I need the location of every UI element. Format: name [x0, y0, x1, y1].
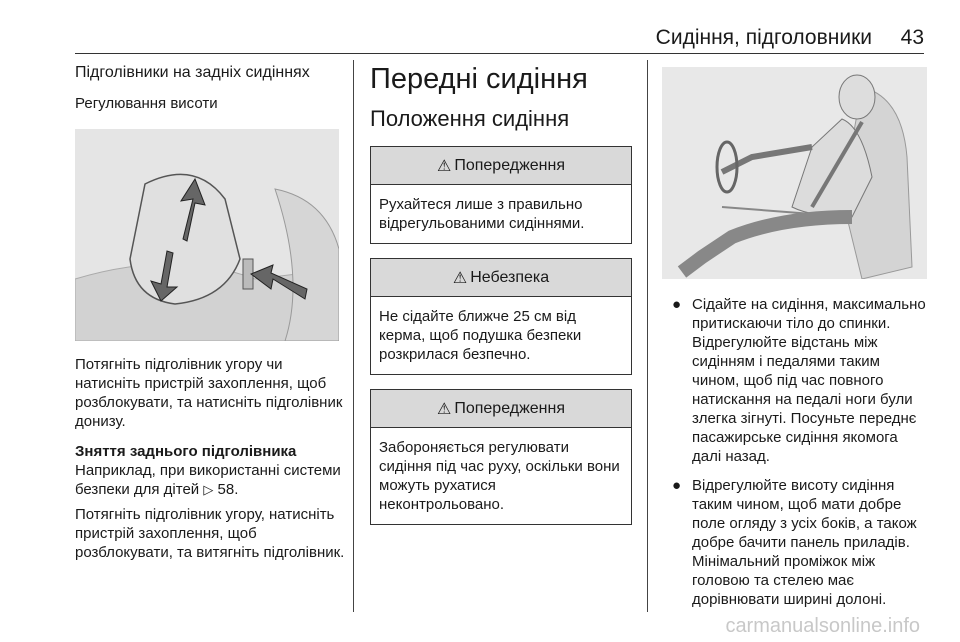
warning-triangle-icon: ⚠ — [436, 157, 452, 175]
warning-triangle-icon: ⚠ — [436, 400, 452, 418]
left-column — [75, 62, 345, 562]
warning-box-1-title: Попередження — [454, 156, 566, 174]
removal-steps-text: Потягніть підголівник угору, натисніть пристрій захоплення, щоб розблокувати, та витягніть підголівник. — [75, 506, 345, 561]
front-seats-heading: Передні сидіння — [370, 63, 588, 95]
warning-box-2-title: Попередження — [454, 399, 566, 417]
removal-heading: Зняття заднього підголівника — [75, 443, 297, 460]
right-column — [662, 62, 927, 609]
warning-triangle-icon: ⚠ — [452, 269, 468, 287]
bullet-icon: ● — [672, 477, 682, 494]
column-divider-2 — [647, 60, 648, 612]
page-reference-link[interactable]: 58. — [217, 481, 239, 498]
danger-box — [370, 258, 632, 375]
height-adjust-heading: Регулювання висоти — [75, 95, 218, 112]
danger-box-text: Не сідайте ближче 25 см від керма, щоб подушка безпеки розкрилася безпечно. — [379, 308, 582, 363]
column-divider-1 — [353, 60, 354, 612]
headrest-drawing — [75, 129, 339, 341]
seat-position-heading: Положення сидіння — [370, 106, 570, 131]
warning-box-1-header — [371, 147, 631, 185]
removal-example-body: Наприклад, при використанні системи безпеки для дітей — [75, 462, 341, 498]
rear-headrests-heading: Підголівники на задніх сидіннях — [75, 64, 310, 81]
warning-box-1-text: Рухайтеся лише з правильно відрегульованими сидіннями. — [379, 196, 585, 232]
middle-column — [370, 62, 632, 525]
removal-example-text — [75, 461, 345, 499]
danger-box-title: Небезпека — [470, 268, 550, 286]
seat-height-instruction: Відрегулюйте висоту сидіння таким чином, щоб мати добре поле огляду з усіх боків, а також добре бачити панель приладів. Мінімальний проміжок між головою та стелею має дорівнювати ширині долоні. — [692, 477, 917, 608]
warning-box-2-text: Забороняється регулювати сидіння під час руху, оскільки вони можуть рухатися неконтрольовано. — [379, 439, 620, 513]
warning-box-1 — [370, 146, 632, 244]
seat-position-instruction: Сідайте на сидіння, максимально притискаючи тіло до спинки. Відрегулюйте відстань між сидінням і педалями таким чином, щоб під час повного натискання на педалі ноги були злегка зігнуті. Посуньте переднє пасажирське сидіння якомога далі назад. — [692, 296, 926, 465]
page-reference-icon[interactable]: ▷ — [203, 482, 214, 497]
warning-box-2-header — [371, 390, 631, 428]
driver-drawing — [662, 67, 927, 279]
list-item — [662, 295, 927, 466]
height-adjust-text: Потягніть підголівник угору чи натисніть пристрій захоплення, щоб розблокувати, та натисніть підголівник донизу. — [75, 356, 343, 430]
list-item — [662, 476, 927, 609]
header-rule — [75, 53, 924, 54]
seated-driver-illustration — [662, 67, 927, 279]
watermark: carmanualsonline.info — [725, 615, 920, 637]
header-title: Сидіння, підголовники — [655, 26, 872, 49]
page-number: 43 — [900, 26, 924, 49]
danger-box-header — [371, 259, 631, 297]
warning-box-2 — [370, 389, 632, 525]
bullet-icon: ● — [672, 296, 682, 313]
headrest-illustration — [75, 129, 339, 341]
